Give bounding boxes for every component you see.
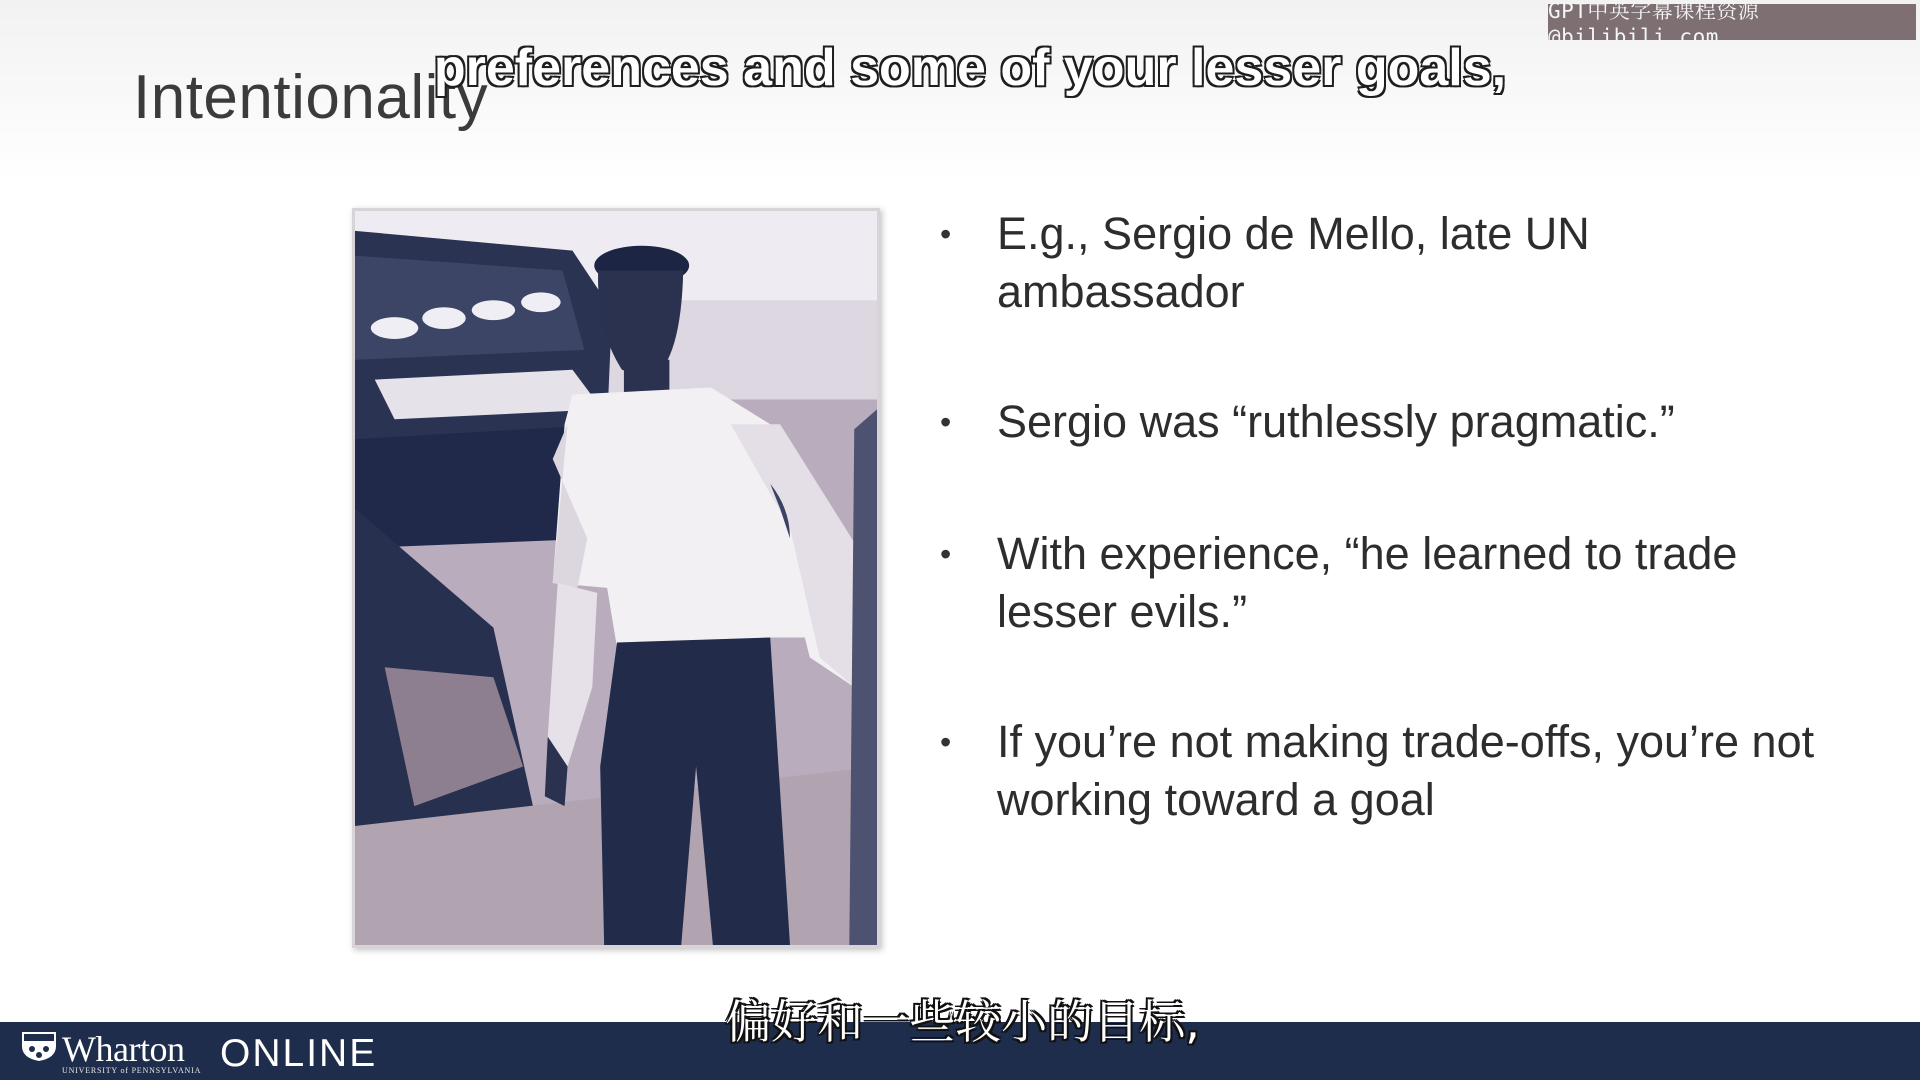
university-label: UNIVERSITY of PENNSYLVANIA <box>62 1066 202 1075</box>
wharton-logo: Wharton <box>62 1029 185 1069</box>
slide-title: Intentionality <box>133 63 489 132</box>
bullet-marker: • <box>940 536 952 572</box>
bullet-item <box>940 713 1840 829</box>
bullet-text: E.g., Sergio de Mello, late UN ambassador <box>997 208 1590 317</box>
bullet-text: Sergio was “ruthlessly pragmatic.” <box>997 396 1675 447</box>
slide-photo <box>352 208 880 948</box>
bullet-item <box>940 525 1840 641</box>
bullet-marker: • <box>940 724 952 760</box>
bullet-marker: • <box>940 404 952 440</box>
bilibili-watermark: GPT中英字幕课程资源@bilibili.com <box>1548 4 1916 40</box>
subtitle-chinese: 偏好和一些较小的目标, <box>725 995 1200 1049</box>
bullet-marker: • <box>940 216 952 252</box>
subtitle-english: preferences and some of your lesser goals, <box>433 39 1507 97</box>
bullet-text: With experience, “he learned to trade lesser evils.” <box>997 528 1738 637</box>
bullet-list <box>940 205 1840 901</box>
bullet-text: If you’re not making trade-offs, you’re not working toward a goal <box>997 716 1815 825</box>
bullet-item <box>940 205 1840 321</box>
photo-image <box>355 211 877 945</box>
online-label: ONLINE <box>220 1032 378 1075</box>
bullet-item <box>940 393 1840 451</box>
